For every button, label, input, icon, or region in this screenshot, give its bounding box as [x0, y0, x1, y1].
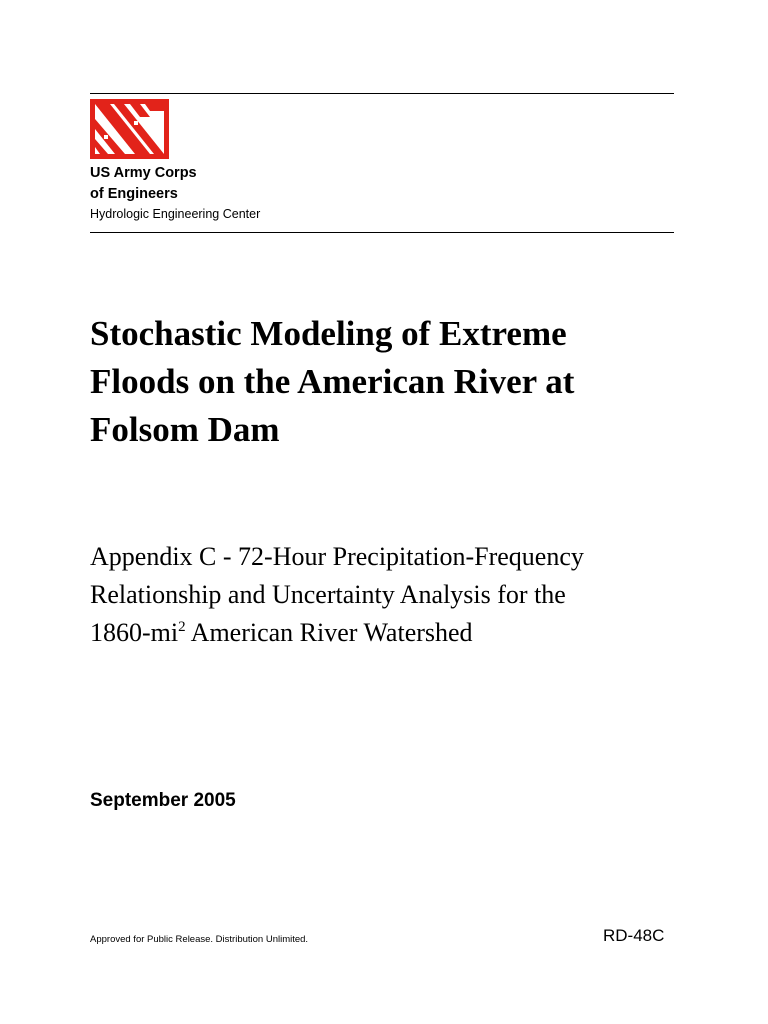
usace-castle-logo-icon — [90, 99, 169, 159]
report-title-line-1: Stochastic Modeling of Extreme — [90, 314, 567, 353]
distribution-statement: Approved for Public Release. Distribution Unlimited. — [90, 934, 309, 945]
report-title — [90, 310, 690, 454]
org-name-line-2: of Engineers — [90, 186, 178, 202]
square-superscript: 2 — [178, 619, 186, 635]
org-center-name: Hydrologic Engineering Center — [90, 207, 261, 221]
report-title-line-2: Floods on the American River at — [90, 362, 575, 401]
report-subtitle — [90, 538, 710, 652]
header-top-rule — [90, 93, 674, 94]
subtitle-line-1: Appendix C - 72-Hour Precipitation-Frequency — [90, 542, 584, 571]
subtitle-line-3-end: American River Watershed — [185, 618, 473, 647]
subtitle-line-3-start: 1860-mi — [90, 618, 179, 647]
report-title-line-3: Folsom Dam — [90, 410, 280, 449]
report-number: RD-48C — [603, 926, 665, 945]
publication-date: September 2005 — [90, 790, 236, 811]
org-name-line-1: US Army Corps — [90, 165, 197, 181]
subtitle-line-2: Relationship and Uncertainty Analysis for the — [90, 580, 566, 609]
header-bottom-rule — [90, 232, 674, 233]
